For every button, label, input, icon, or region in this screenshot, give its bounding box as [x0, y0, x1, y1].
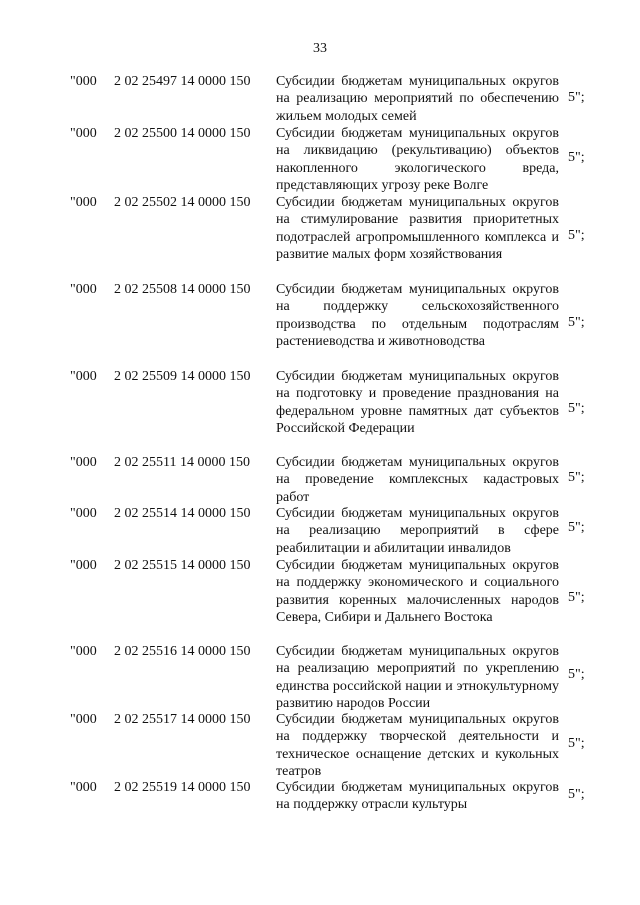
row-level: 5"; [568, 90, 585, 105]
row-prefix: "000 [70, 712, 97, 727]
row-level: 5"; [568, 736, 585, 751]
row-description: Субсидии бюджетам муниципальных округов на поддержку сельскохозяйственного производства по отдельным подотраслям растениеводства и животноводства [276, 282, 559, 350]
row-prefix: "000 [70, 74, 97, 89]
budget-code: 2 02 25511 14 0000 150 [114, 455, 250, 470]
budget-code: 2 02 25500 14 0000 150 [114, 126, 251, 141]
row-description: Субсидии бюджетам муниципальных округов на подготовку и проведение празднования на федеральном уровне памятных дат субъектов Российской Федерации [276, 369, 559, 437]
row-description: Субсидии бюджетам муниципальных округов на поддержку экономического и социального развития коренных малочисленных народов Севера, Сибири и Дальнего Востока [276, 558, 559, 626]
row-level: 5"; [568, 520, 585, 535]
row-prefix: "000 [70, 126, 97, 141]
row-level: 5"; [568, 315, 585, 330]
budget-code: 2 02 25515 14 0000 150 [114, 558, 251, 573]
row-prefix: "000 [70, 558, 97, 573]
row-level: 5"; [568, 401, 585, 416]
row-level: 5"; [568, 228, 585, 243]
row-description: Субсидии бюджетам муниципальных округов на реализацию мероприятий по обеспечению жильем молодых семей [276, 74, 559, 124]
budget-code: 2 02 25502 14 0000 150 [114, 195, 251, 210]
row-description: Субсидии бюджетам муниципальных округов на поддержку отрасли культуры [276, 780, 559, 813]
row-prefix: "000 [70, 455, 97, 470]
budget-code: 2 02 25516 14 0000 150 [114, 644, 251, 659]
row-prefix: "000 [70, 369, 97, 384]
row-prefix: "000 [70, 195, 97, 210]
page-number: 33 [313, 41, 327, 56]
row-description: Субсидии бюджетам муниципальных округов на реализацию мероприятий по укреплению единства российской нации и этнокультурному развитию народов России [276, 644, 559, 712]
row-prefix: "000 [70, 644, 97, 659]
row-prefix: "000 [70, 506, 97, 521]
row-description: Субсидии бюджетам муниципальных округов на стимулирование развития приоритетных подотраслей агропромышленного комплекса и развитие малых форм хозяйствования [276, 195, 559, 263]
budget-code: 2 02 25519 14 0000 150 [114, 780, 251, 795]
row-prefix: "000 [70, 282, 97, 297]
row-level: 5"; [568, 787, 585, 802]
row-description: Субсидии бюджетам муниципальных округов на проведение комплексных кадастровых работ [276, 455, 559, 505]
row-prefix: "000 [70, 780, 97, 795]
row-level: 5"; [568, 470, 585, 485]
row-level: 5"; [568, 590, 585, 605]
budget-code: 2 02 25508 14 0000 150 [114, 282, 251, 297]
budget-code: 2 02 25509 14 0000 150 [114, 369, 251, 384]
row-level: 5"; [568, 667, 585, 682]
row-description: Субсидии бюджетам муниципальных округов на поддержку творческой деятельности и техническое оснащение детских и кукольных театров [276, 712, 559, 780]
row-description: Субсидии бюджетам муниципальных округов на ликвидацию (рекультивацию) объектов накопленного экологического вреда, представляющих угрозу реке Волге [276, 126, 559, 194]
row-description: Субсидии бюджетам муниципальных округов на реализацию мероприятий в сфере реабилитации и абилитации инвалидов [276, 506, 559, 556]
budget-code: 2 02 25517 14 0000 150 [114, 712, 251, 727]
budget-code: 2 02 25497 14 0000 150 [114, 74, 251, 89]
budget-code: 2 02 25514 14 0000 150 [114, 506, 251, 521]
row-level: 5"; [568, 150, 585, 165]
